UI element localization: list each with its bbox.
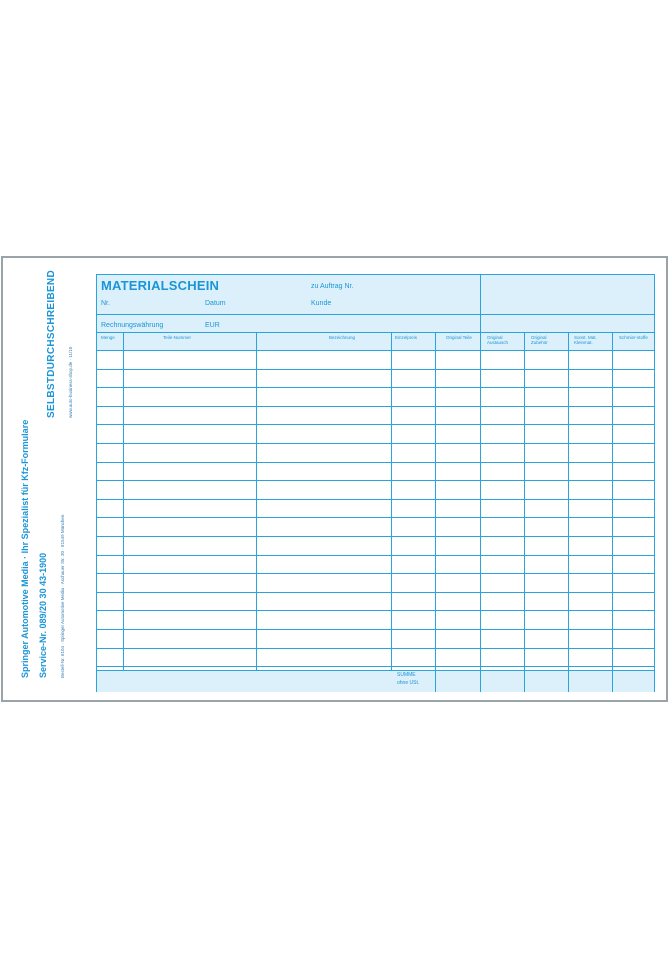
row-divider: [97, 350, 654, 351]
form-header: [97, 275, 654, 333]
summary-band: [97, 670, 654, 692]
header-divider: [97, 314, 654, 315]
col-bezeichnung: Bezeichnung: [329, 335, 356, 340]
col-schmierstoffe: Schmier-stoffe: [619, 335, 648, 340]
form-sheet: [1, 256, 668, 702]
row-divider: [97, 369, 654, 370]
row-divider: [97, 499, 654, 500]
row-divider: [97, 555, 654, 556]
row-divider: [97, 406, 654, 407]
row-divider: [97, 666, 654, 667]
side-order-line: Bestell-Nr. 6104 · Springer Automotive Media · Aschauer Str. 30 · 81549 München: [60, 514, 65, 678]
col-original-zubehoer: Original Zubehör: [531, 335, 548, 345]
row-divider: [97, 462, 654, 463]
column-divider: [391, 333, 392, 670]
nr-label: Nr.: [101, 300, 110, 307]
row-divider: [97, 670, 654, 671]
datum-label: Datum: [205, 300, 226, 307]
row-divider: [97, 387, 654, 388]
row-divider: [97, 573, 654, 574]
col-original-teile: Original Teile: [446, 335, 472, 340]
col-teile-nummer: Teile-Nummer: [163, 335, 192, 340]
waehrung-label: Rechnungswährung: [101, 322, 164, 329]
summe-label: SUMME: [397, 672, 416, 678]
col-original-austausch: Original Austausch: [487, 335, 509, 345]
row-divider: [97, 517, 654, 518]
column-divider: [256, 333, 257, 670]
side-service: Service-Nr. 089/20 30 43-1900: [38, 552, 48, 678]
ohne-ust-label: ohne USt.: [397, 680, 420, 686]
row-divider: [97, 648, 654, 649]
side-web: www.auto-business-shop.de · 11/10: [68, 346, 73, 418]
row-divider: [97, 610, 654, 611]
auftrag-label: zu Auftrag Nr.: [311, 283, 354, 290]
form-title: MATERIALSCHEIN: [101, 278, 220, 293]
row-divider: [97, 443, 654, 444]
side-type: SELBSTDURCHSCHREIBEND: [46, 270, 57, 418]
column-divider: [123, 333, 124, 670]
col-menge: Menge: [101, 335, 115, 340]
row-divider: [97, 536, 654, 537]
col-sonst-mat: Sonst. Mat. Kleinmat.: [574, 335, 597, 345]
side-company: Springer Automotive Media · Ihr Spezialist für Kfz-Formulare: [20, 419, 30, 678]
row-divider: [97, 629, 654, 630]
row-divider: [97, 480, 654, 481]
row-divider: [97, 592, 654, 593]
row-divider: [97, 424, 654, 425]
kunde-label: Kunde: [311, 300, 332, 307]
waehrung-value: EUR: [205, 322, 220, 329]
material-form: [96, 274, 655, 692]
col-einzelpreis: Einzelpreis: [395, 335, 418, 340]
